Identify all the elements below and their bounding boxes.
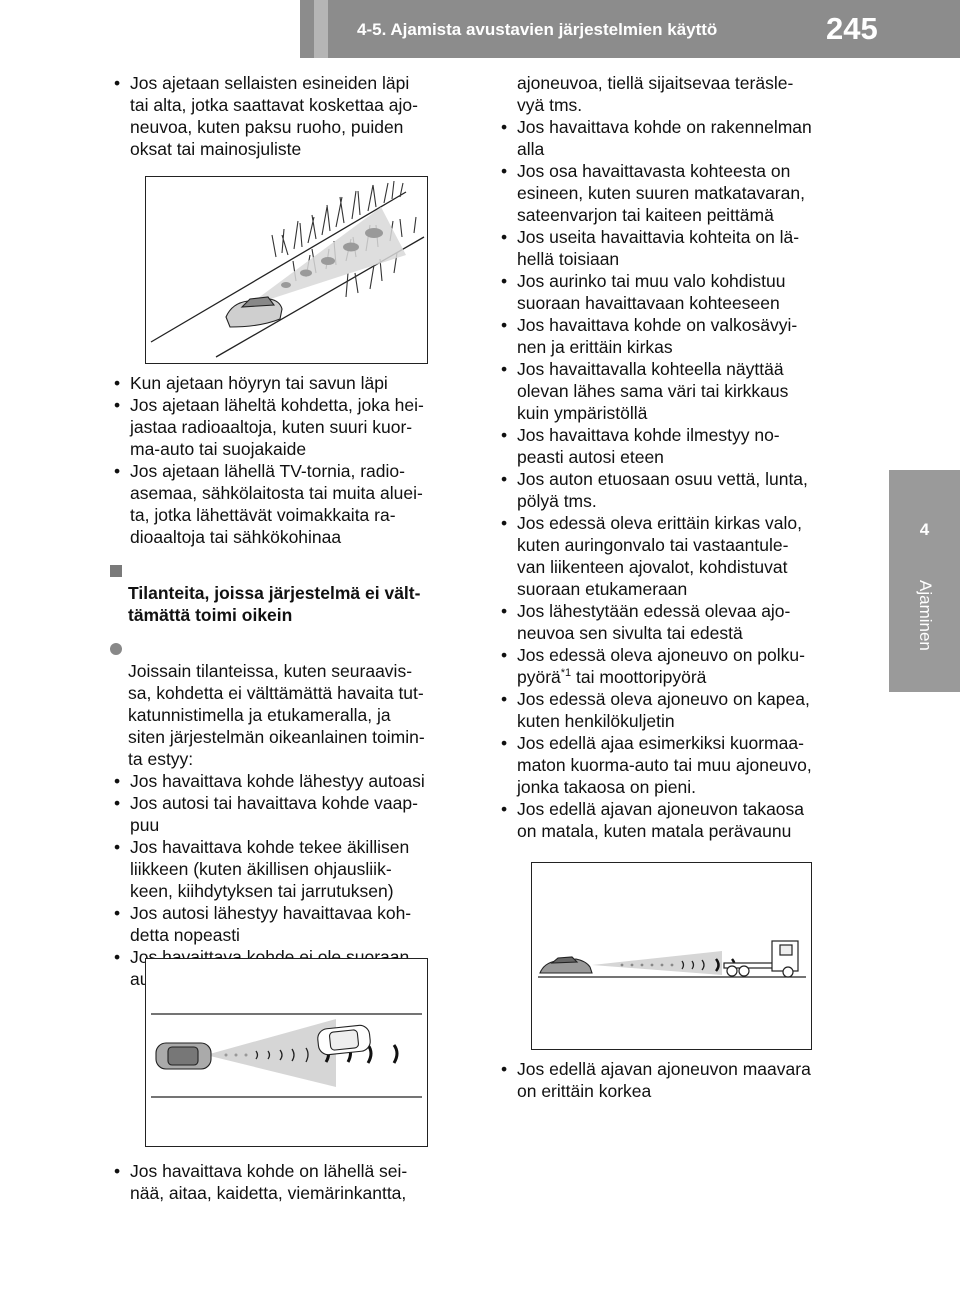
truck-icon [724, 941, 798, 977]
list-item: • Jos useita havaittavia kohteita on lä- hellä toisiaan [497, 226, 857, 270]
ego-car-icon [540, 957, 592, 973]
section-title: 4-5. Ajamista avustavien järjestelmien käyttö [357, 20, 718, 39]
list-item: • Jos aurinko tai muu valo kohdistuu suoraan havaittavaan kohteeseen [497, 270, 857, 314]
footnote-marker: *1 [560, 667, 572, 680]
list-item: • Kun ajetaan höyryn tai savun läpi [110, 372, 470, 394]
list-item: • Jos edessä oleva ajoneuvo on kapea, kuten henkilökuljetin [497, 688, 857, 732]
list-item: • Jos havaittava kohde lähestyy autoasi [110, 770, 470, 792]
left-column-lower [110, 372, 470, 990]
list-item: • Jos auton etuosaan osuu vettä, lunta, pölyä tms. [497, 468, 857, 512]
target-car-icon [317, 1024, 371, 1055]
right-column-bottom [497, 1058, 857, 1102]
list-item: • Jos lähestytään edessä olevaa ajo- neuvoa sen sivulta tai edestä [497, 600, 857, 644]
circle-bullet-icon [110, 643, 122, 655]
list-item: • Jos edessä oleva erittäin kirkas valo, kuten auringonvalo tai vastaantule- van liikenteen ajovalot, kohdistuvat suoraan etukameraan [497, 512, 857, 600]
square-bullet-icon [110, 565, 122, 577]
list-item: • Jos osa havaittavasta kohteesta on esineen, kuten suuren matkatavaran, sateenvarjon tai kaiteen peittämä [497, 160, 857, 226]
list-item: • Jos ajetaan sellaisten esineiden läpi tai alta, jotka saattavat koskettaa ajo- neuvoa, kuten paksu ruoho, puiden oksat tai mainosjuliste [110, 72, 470, 160]
list-item: • Jos edellä ajavan ajoneuvon maavara on erittäin korkea [497, 1058, 857, 1102]
intro-paragraph: Joissain tilanteissa, kuten seuraavis- sa, kohdetta ei välttämättä havaita tut- katunnistimella ja etukameralla, ja siten järjestelmän oikeanlainen toimin- ta estyy: [110, 638, 470, 770]
list-item: • Jos havaittava kohde on rakennelman alla [497, 116, 857, 160]
page-number: 245 [826, 11, 878, 46]
chapter-label: Ajaminen [916, 580, 935, 651]
list-item: • Jos havaittava kohde on lähellä sei- nää, aitaa, kaidetta, viemärinkantta, [110, 1160, 470, 1204]
list-item: • Jos havaittavalla kohteella näyttää olevan lähes sama väri tai kirkkaus kuin ympäristöllä [497, 358, 857, 424]
list-item: • Jos havaittava kohde ei ole suoraan autosi edessä [110, 946, 470, 990]
car-icon [226, 297, 282, 327]
list-item: • Jos autosi tai havaittava kohde vaap- puu [110, 792, 470, 836]
list-item: • Jos edessä oleva ajoneuvo on polku- pyörä$^{*1}$ tai moottoripyörä [497, 644, 857, 688]
section-heading: Tilanteita, joissa järjestelmä ei vält- tämättä toimi oikein [110, 560, 470, 626]
list-item: • Jos havaittava kohde tekee äkillisen liikkeen (kuten äkillisen ohjausliik- keen, kiihdytyksen tai jarrutuksen) [110, 836, 470, 902]
lane-merge-illustration [145, 958, 428, 1147]
list-item: • Jos ajetaan läheltä kohdetta, joka hei- jastaa radioaaltoja, kuten suuri kuor- ma-auto tai suojakaide [110, 394, 470, 460]
low-trailer-illustration [531, 862, 812, 1050]
left-column [110, 72, 470, 160]
ego-car-icon [156, 1043, 211, 1069]
list-item: • Jos autosi lähestyy havaittavaa koh- detta nopeasti [110, 902, 470, 946]
chapter-tab [889, 470, 960, 692]
list-item: • Jos edellä ajaa esimerkiksi kuormaa- maton kuorma-auto tai muu ajoneuvo, jonka takaosa on pieni. [497, 732, 857, 798]
grass-illustration [145, 176, 428, 364]
right-column [497, 72, 857, 842]
continuation-text: ajoneuvoa, tiellä sijaitsevaa teräsle- vyä tms. [517, 73, 794, 115]
header-accent [314, 0, 328, 58]
list-item: • Jos havaittava kohde on valkosävyi- nen ja erittäin kirkas [497, 314, 857, 358]
list-item: • Jos havaittava kohde ilmestyy no- peasti autosi eteen [497, 424, 857, 468]
list-item: • Jos edellä ajavan ajoneuvon takaosa on matala, kuten matala perävaunu [497, 798, 857, 842]
list-item: • Jos ajetaan lähellä TV-tornia, radio- asemaa, sähkölaitosta tai muita aluei- ta, jotka lähettävät voimakkaita ra- dioaaltoja tai sähkökohinaa [110, 460, 470, 548]
chapter-number: 4 [919, 520, 930, 539]
left-column-bottom [110, 1160, 470, 1204]
